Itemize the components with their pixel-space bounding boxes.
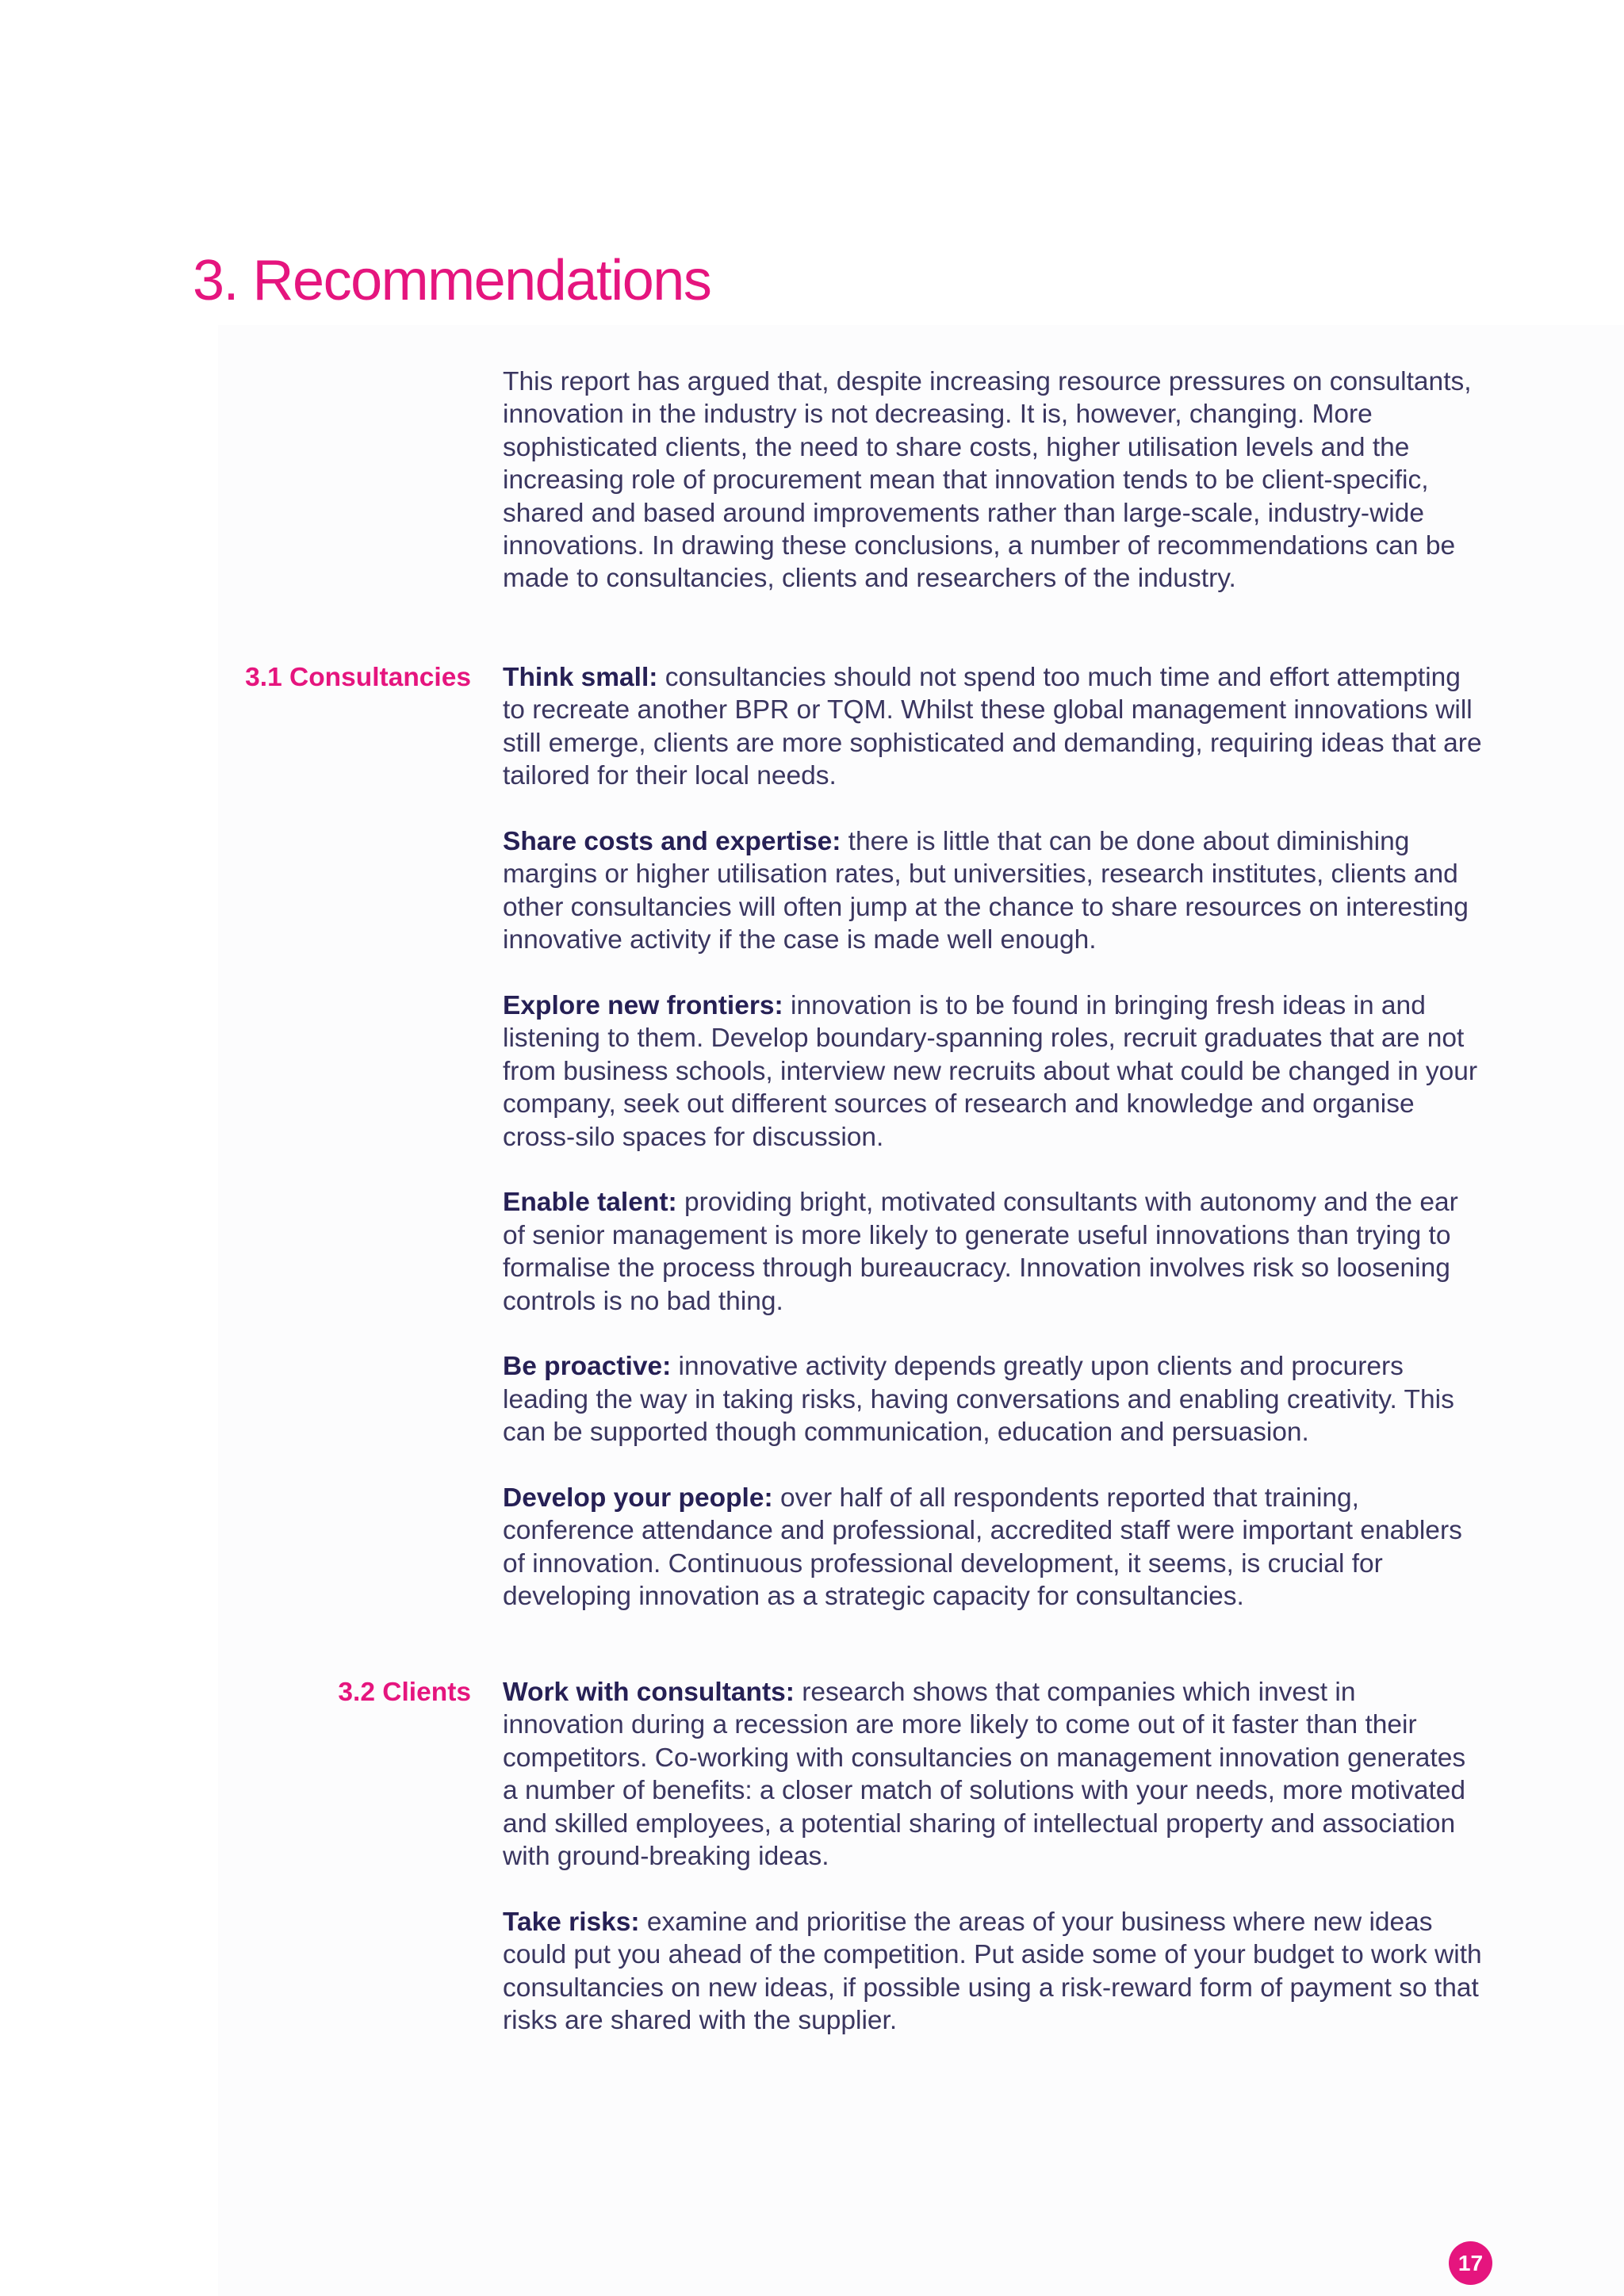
recommendation-lead: Enable talent:	[503, 1188, 677, 1218]
recommendation-text: innovation is to be found in bringing fresh ideas in and listening to them. Develop boundary-spanning roles, recruit graduates that are not from business schools, interview new recruits about what could be changed in your company, seek out different sources of research and knowledge and organise cross-silo spaces for discussion.	[503, 991, 1477, 1152]
page-number-badge: 17	[1449, 2241, 1492, 2285]
section-label-consultancies: 3.1 Consultancies	[245, 663, 471, 692]
section-consultancies	[503, 661, 1483, 1613]
section-label-clients: 3.2 Clients	[338, 1678, 471, 1707]
recommendation-lead: Share costs and expertise:	[503, 827, 841, 857]
recommendation-lead: Develop your people:	[503, 1483, 773, 1513]
recommendation-lead: Think small:	[503, 663, 658, 692]
recommendation-share-costs	[503, 825, 1483, 957]
recommendation-text: examine and prioritise the areas of your business where new ideas could put you ahead of the competition. Put aside some of your budget to work with consultancies on new ideas, if possible using a risk-reward form of payment so that risks are shared with the supplier.	[503, 1907, 1482, 2036]
recommendation-text: research shows that companies which invest in innovation during a recession are more likely to come out of it faster than their competitors. Co-working with consultancies on management innovation generates a number of benefits: a closer match of solutions with your needs, more motivated and skilled employees, a potential sharing of intellectual property and association with ground-breaking ideas.	[503, 1678, 1466, 1872]
recommendation-text: there is little that can be done about diminishing margins or higher utilisation rates, but universities, research institutes, clients and other consultancies will often jump at the chance to share resources on interesting innovative activity if the case is made well enough.	[503, 827, 1469, 955]
recommendation-develop-people	[503, 1482, 1483, 1613]
page-title: 3. Recommendations	[193, 249, 711, 312]
recommendation-work-with-consultants	[503, 1676, 1483, 1873]
recommendation-text: innovative activity depends greatly upon clients and procurers leading the way in taking risks, having conversations and enabling creativity. This can be supported though communication, education and persuasion.	[503, 1352, 1454, 1448]
recommendation-lead: Explore new frontiers:	[503, 991, 783, 1021]
recommendation-lead: Be proactive:	[503, 1352, 672, 1382]
recommendation-think-small	[503, 661, 1483, 793]
recommendation-be-proactive	[503, 1350, 1483, 1448]
section-clients	[503, 1676, 1483, 2037]
recommendation-lead: Take risks:	[503, 1907, 640, 1937]
recommendation-take-risks	[503, 1906, 1483, 2038]
recommendation-lead: Work with consultants:	[503, 1678, 795, 1707]
recommendation-explore-frontiers	[503, 989, 1483, 1154]
intro-paragraph: This report has argued that, despite increasing resource pressures on consultants, innovation in the industry is not decreasing. It is, however, changing. More sophisticated clients, the need to share costs, higher utilisation levels and the increasing role of procurement mean that innovation tends to be client-specific, shared and based around improvements rather than large-scale, industry-wide innovations. In drawing these conclusions, a number of recommendations can be made to consultancies, clients and researchers of the industry.	[503, 367, 1472, 594]
recommendation-text: providing bright, motivated consultants with autonomy and the ear of senior management is more likely to generate useful innovations than trying to formalise the process through bureaucracy. Innovation involves risk so loosening controls is no bad thing.	[503, 1188, 1458, 1316]
recommendation-enable-talent	[503, 1186, 1483, 1318]
recommendation-text: over half of all respondents reported that training, conference attendance and professional, accredited staff were important enablers of innovation. Continuous professional development, it seems, is crucial for developing innovation as a strategic capacity for consultancies.	[503, 1483, 1462, 1612]
recommendation-text: consultancies should not spend too much time and effort attempting to recreate another BPR or TQM. Whilst these global management innovations will still emerge, clients are more sophisticated and demanding, requiring ideas that are tailored for their local needs.	[503, 663, 1482, 791]
